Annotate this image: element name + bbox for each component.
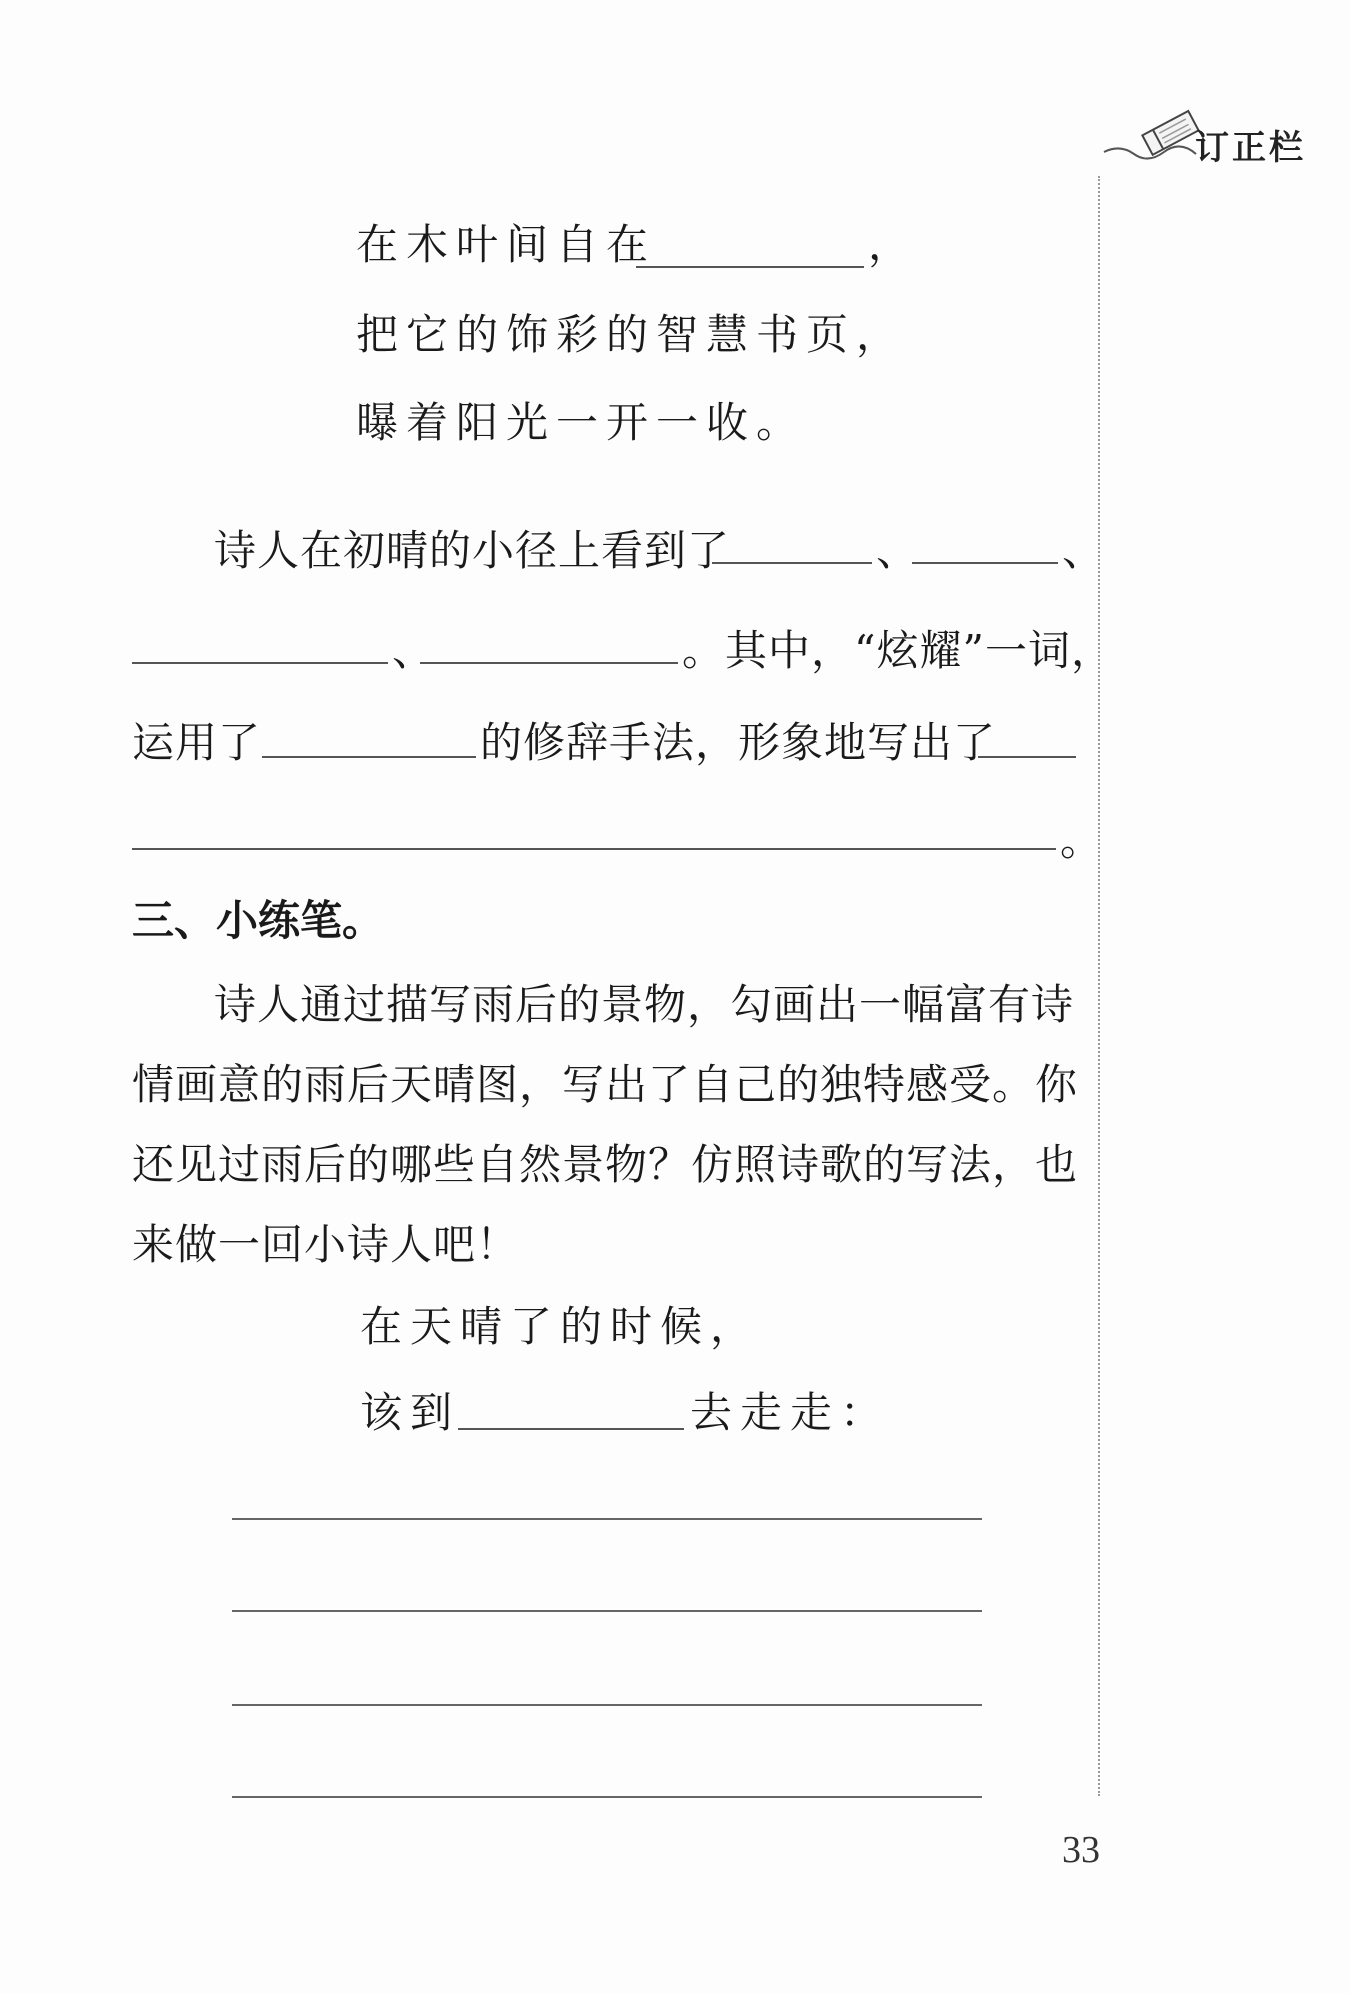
answer-blank-effect-start[interactable] [978,756,1076,758]
answer-blank-effect[interactable] [132,848,1056,850]
answer-blank-scene-2[interactable] [912,562,1058,564]
poem-line-2: 把它的饰彩的智慧书页， [356,310,907,359]
correction-margin-divider [1098,176,1100,1796]
page-number: 33 [1062,1829,1100,1871]
prompt-line-1: 诗人通过描写雨后的景物，勾画出一幅富有诗 [214,980,1075,1029]
separator: 、 [392,626,436,675]
separator: 、 [1062,526,1106,575]
prompt-line-2: 情画意的雨后天晴图，写出了自己的独特感受。你 [132,1060,1079,1109]
question-line-1-prefix: 诗人在初晴的小径上看到了 [214,526,731,575]
answer-blank-scene-1[interactable] [712,562,872,564]
writing-poem-line-2-after: 去走走： [690,1388,891,1437]
poem-line-1: 在木叶间自在 [356,220,657,269]
writing-line-3[interactable] [232,1704,982,1706]
separator: 、 [876,526,920,575]
writing-poem-line-1: 在天晴了的时候， [360,1302,761,1351]
pencil-eraser-icon [1100,100,1210,170]
prompt-line-3: 还见过雨后的哪些自然景物？仿照诗歌的写法，也 [132,1140,1079,1189]
poem-line-3: 曝着阳光一开一收。 [356,398,807,447]
question-line-3-prefix: 运用了 [132,718,262,767]
answer-blank-place[interactable] [458,1428,684,1430]
answer-blank-scene-4[interactable] [420,662,678,664]
writing-line-2[interactable] [232,1610,982,1612]
prompt-line-4: 来做一回小诗人吧！ [132,1220,520,1269]
question-line-2-tail: 。其中，“炫耀”一词， [682,626,1114,675]
writing-line-4[interactable] [232,1796,982,1798]
answer-blank-scene-3[interactable] [132,662,388,664]
answer-blank-poem[interactable] [636,266,864,268]
question-line-4-end: 。 [1060,816,1104,865]
poem-line-1-comma: ， [868,220,919,269]
correction-column-header [1100,100,1340,170]
writing-poem-line-2-before: 该到 [360,1388,461,1437]
writing-line-1[interactable] [232,1518,982,1520]
section-title: 三、小练笔。 [132,896,385,945]
answer-blank-rhetoric[interactable] [262,756,476,758]
correction-column-label: 订正栏 [1195,128,1306,168]
question-line-3-mid: 的修辞手法，形象地写出了 [480,718,997,767]
